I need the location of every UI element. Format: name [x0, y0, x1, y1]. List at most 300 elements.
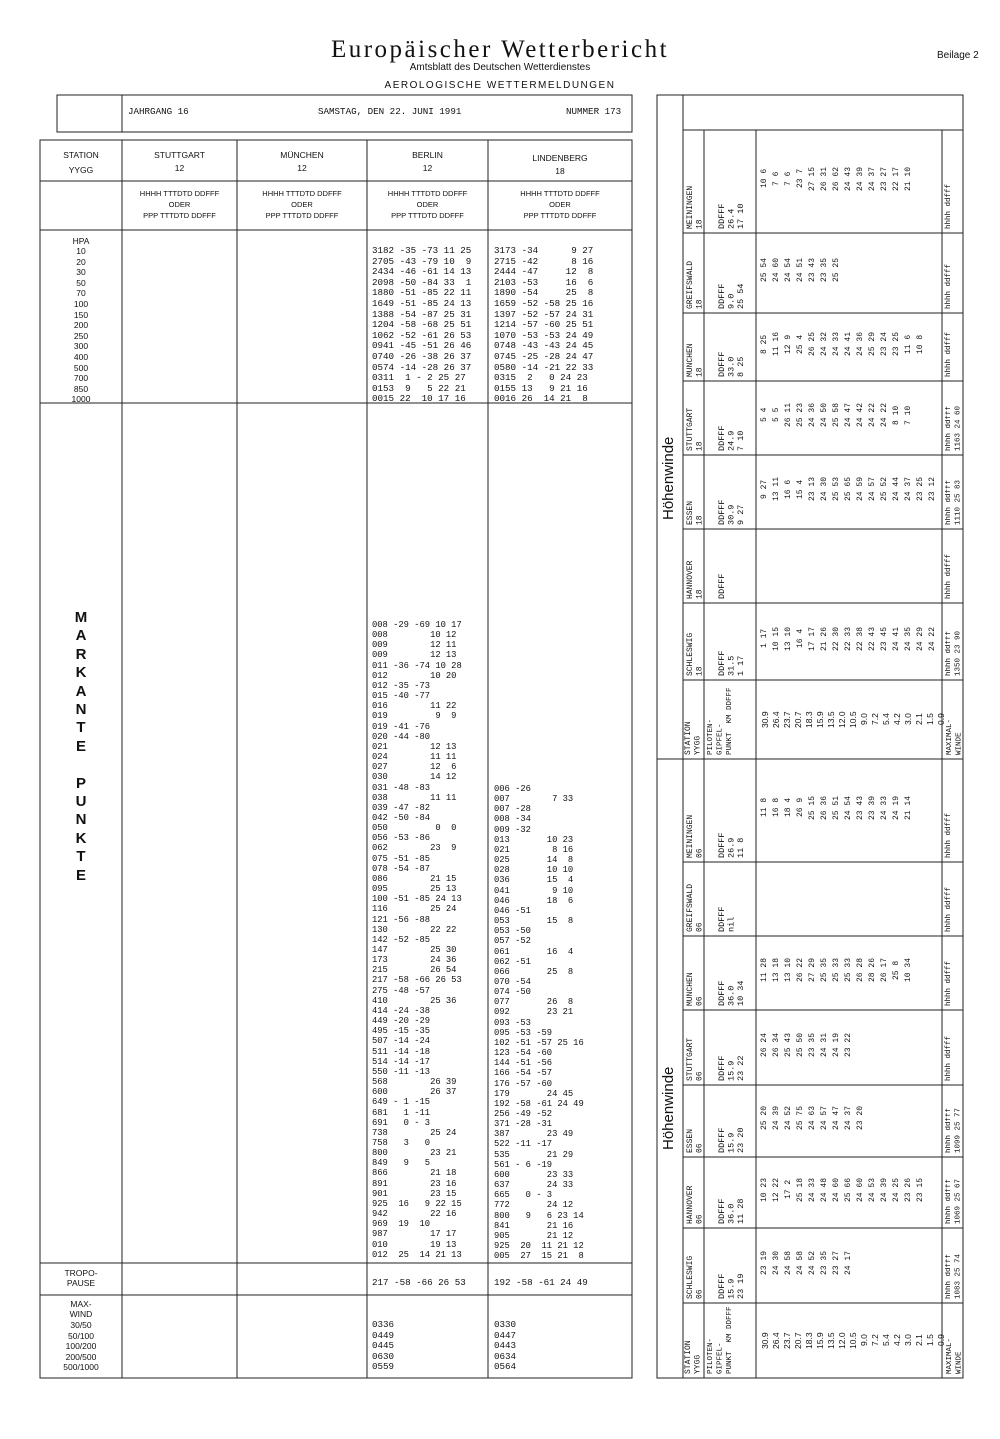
max-wind: hhhh ddfff: [945, 183, 953, 229]
station-name: MEININGEN 06: [686, 814, 705, 858]
wind-pair: 26 34: [772, 1032, 781, 1057]
berlin-standard-levels: 3182 -35 -73 11 25 2705 -43 -79 10 9 2434 -46 -61 14 13 2098 -50 -84 33 1 1880 -51 -85 22 11 1649 -51 -85 24 13 1388 -54 -87 25 31 1204 -58 -68 25 51 1062 -52 -61 26 53 0941 -45 -51 26 46 0740 -26 -38 26 37 0574 -14 -28 26 37 0311 1 - 2 25 27 0153 9 5 22 21 0015 22 10 17 16: [372, 245, 472, 405]
markante-letter: T: [76, 719, 86, 737]
km-value: 20.7: [793, 1332, 803, 1349]
wind-pair: 24 36: [808, 403, 817, 428]
wind-pair: 26 17: [880, 958, 889, 983]
pressure-level: 100: [73, 298, 89, 309]
wind-pair: 25 18: [796, 1177, 805, 1202]
berlin-layers: 0336 0449 0445 0630 0559: [372, 1319, 395, 1373]
layer-label: 500/1000: [63, 1362, 99, 1373]
km-value: 13.5: [826, 711, 836, 728]
station-name: GREIFSWALD 06: [686, 883, 705, 932]
km-value: 12.0: [837, 711, 847, 728]
km-value: 2.1: [914, 1334, 924, 1347]
tropopause-label: TROPO- PAUSE: [64, 1268, 98, 1288]
wind-pair: 26 9: [796, 797, 805, 818]
wind-pair: 23 15: [916, 1177, 925, 1202]
wind-pair: 8 10: [892, 405, 901, 425]
hoehenwinde-label: Höhenwinde: [660, 1066, 677, 1150]
pressure-levels: [40, 246, 122, 405]
wind-pair: 26 22: [796, 958, 805, 983]
wind-pairs: [760, 940, 940, 1006]
km-value: 5.4: [881, 713, 891, 726]
wind-pair: 13 10: [784, 958, 793, 983]
km-value: 1.5: [925, 713, 935, 726]
wind-pair: 24 63: [808, 1106, 817, 1131]
markante-letter: T: [76, 848, 86, 866]
wind-pair: 23 7: [796, 168, 805, 189]
wind-pair: 10 23: [760, 1177, 769, 1202]
markante-letter: M: [74, 609, 88, 626]
wind-pair: 24 22: [928, 626, 937, 651]
station-top-wind: DDFFF 36.0 10 34: [717, 980, 746, 1006]
piloten-label: PILOTEN- GIPFEL- PUNKT KM DDFFF: [707, 687, 734, 755]
wind-pairs: [760, 385, 940, 451]
wind-pair: 24 54: [784, 258, 793, 283]
station-hour: 12: [297, 163, 307, 173]
km-value: 26.4: [771, 711, 781, 728]
wind-pair: 24 60: [856, 1177, 865, 1202]
wind-pair: 12 9: [784, 334, 793, 354]
wind-pair: 25 50: [796, 1032, 805, 1057]
layer-labels: [40, 1320, 122, 1373]
wind-pair: 24 48: [820, 1177, 829, 1202]
wind-pair: 24 31: [820, 1032, 829, 1057]
km-value: 26.4: [771, 1332, 781, 1349]
wind-pair: 7 6: [784, 171, 793, 186]
wind-pair: 11 16: [772, 332, 781, 357]
station-name: GREIFSWALD 18: [686, 260, 705, 309]
wind-pair: 21 26: [820, 626, 829, 651]
wind-pair: 22 43: [868, 626, 877, 651]
wind-pair: 24 58: [784, 1250, 793, 1275]
station-top-wind: DDFFF 15.9 23 22: [717, 1055, 746, 1081]
wind-pair: 25 58: [832, 403, 841, 428]
wind-pair: 25 35: [820, 958, 829, 983]
km-value: 9.0: [859, 1334, 869, 1347]
station-name: MÜNCHEN 06: [686, 972, 705, 1006]
station-hour: 12: [422, 163, 433, 173]
wind-pair: 24 33: [880, 795, 889, 820]
wind-pair: 24 19: [832, 1032, 841, 1057]
wind-pair: 17 2: [784, 1179, 793, 1200]
max-wind: hhhh ddfff: [945, 263, 953, 309]
wind-pair: 23 25: [892, 332, 901, 357]
wind-pair: 25 33: [832, 958, 841, 983]
wind-pair: 25 75: [796, 1106, 805, 1131]
max-wind: hhhh ddfff 1110 25 83: [945, 479, 963, 525]
wind-pair: 24 30: [772, 1250, 781, 1275]
max-wind: hhhh ddfff: [945, 331, 953, 377]
station-name: ESSEN 18: [686, 500, 705, 525]
wind-pairs: [760, 763, 940, 858]
wind-pair: 8 25: [760, 334, 769, 354]
max-wind: hhhh ddfff: [945, 886, 953, 932]
wind-pair: 23 13: [808, 477, 817, 502]
wind-pair: 23 35: [820, 1250, 829, 1275]
wind-pair: 24 33: [808, 1177, 817, 1202]
wind-pair: 24 19: [892, 795, 901, 820]
wind-pair: 24 41: [892, 626, 901, 651]
wind-pair: 26 31: [820, 166, 829, 191]
wind-pair: 23 26: [904, 1177, 913, 1202]
station-yygg-label: STATION YYGG: [684, 1340, 703, 1374]
wind-pair: 25 20: [760, 1106, 769, 1131]
markante-letter: N: [75, 811, 87, 829]
pressure-level: 500: [73, 362, 89, 373]
wind-pair: 25 4: [796, 334, 805, 354]
wind-pair: 24 30: [820, 477, 829, 502]
issue-date: SAMSTAG, DEN 22. JUNI 1991: [318, 106, 462, 117]
wind-pairs: [760, 1089, 940, 1153]
station-name: SCHLESWIG 06: [686, 1255, 705, 1299]
station-name: LINDENBERG: [532, 153, 588, 163]
wind-pair: 22 17: [892, 166, 901, 191]
station-name: STUTTGART: [154, 150, 205, 160]
wind-pair: 24 39: [880, 1177, 889, 1202]
piloten-label: PILOTEN- GIPFEL- PUNKT KM DDFFF: [707, 1306, 734, 1374]
wind-pair: 24 29: [916, 626, 925, 651]
pressure-level: 30: [76, 267, 86, 278]
km-value: 23.7: [782, 711, 792, 728]
station-top-wind: DDFFF 31.5 1 17: [717, 650, 746, 676]
wind-pair: 21 10: [904, 166, 913, 191]
km-value: 4.2: [892, 1334, 902, 1347]
wind-pair: 25 15: [808, 795, 817, 820]
jahrgang: JAHRGANG 16: [128, 106, 189, 117]
wind-pair: 24 33: [832, 332, 841, 357]
yygg-label: YYGG: [68, 165, 94, 175]
km-value: 5.4: [881, 1334, 891, 1347]
wind-pair: 24 57: [868, 477, 877, 502]
km-value: 3.0: [903, 1334, 913, 1347]
wind-pair: 13 18: [772, 958, 781, 983]
wind-pair: 26 24: [760, 1032, 769, 1057]
wind-pair: 24 50: [820, 403, 829, 428]
wind-pair: 24 36: [856, 332, 865, 357]
station-hour: 12: [174, 163, 185, 173]
wind-pair: 24 47: [832, 1106, 841, 1131]
markante-letter: E: [75, 866, 86, 884]
station-name: SCHLESWIG 18: [686, 632, 705, 676]
wind-pair: 23 24: [880, 332, 889, 357]
wind-pairs: [760, 607, 940, 676]
max-wind: hhhh ddfff: [945, 553, 953, 599]
wind-pair: 23 27: [880, 166, 889, 191]
wind-pair: 11 6: [904, 334, 913, 354]
wind-pair: 24 39: [772, 1106, 781, 1131]
wind-pair: 25 66: [844, 1177, 853, 1202]
col-head-bot: PPP TTTDTD DDFFF: [391, 211, 464, 220]
station-top-wind: DDFFF 26.4 17 10: [717, 203, 746, 229]
wind-pair: 24 41: [844, 332, 853, 357]
pressure-level: 70: [76, 288, 86, 299]
wind-pair: 16 4: [796, 628, 805, 649]
col-head-top: HHHH TTTDTD DDFFF: [262, 189, 342, 198]
issue-number: NUMMER 173: [566, 106, 622, 117]
wind-pair: 24 53: [868, 1177, 877, 1202]
km-value: 18.3: [804, 1332, 814, 1349]
markante-letter: A: [75, 682, 87, 700]
wind-pair: 23 45: [880, 626, 889, 651]
wind-pair: 13 10: [784, 626, 793, 651]
wind-pair: 25 25: [832, 258, 841, 283]
wind-pair: 12 22: [772, 1177, 781, 1202]
wind-pair: 25 29: [868, 332, 877, 357]
wind-pair: 10 15: [772, 626, 781, 651]
wind-pair: 24 39: [856, 166, 865, 191]
station-name: HANNOVER 06: [686, 1185, 705, 1224]
report-title: Europäischer Wetterbericht: [330, 36, 670, 63]
station-top-wind: DDFFF 26.9 11 8: [717, 832, 746, 858]
layer-label: 200/500: [65, 1351, 97, 1362]
wind-pair: 24 22: [880, 403, 889, 428]
wind-pair: 26 28: [856, 958, 865, 983]
wind-pair: 1 17: [760, 628, 769, 649]
wind-pair: 23 43: [808, 258, 817, 283]
maximal-winde-label: MAXIMAL- WINDE: [946, 1337, 964, 1374]
markante-letter: K: [75, 829, 87, 847]
wind-pair: 25 65: [844, 477, 853, 502]
markante-letter: R: [75, 645, 87, 663]
col-head-bot: PPP TTTDTD DDFFF: [265, 211, 339, 220]
col-head-mid: ODER: [549, 200, 571, 209]
max-wind: hhhh ddfff: [945, 960, 953, 1006]
wind-pair: 26 25: [808, 332, 817, 357]
col-head-bot: PPP TTTDTD DDFFF: [523, 211, 597, 220]
station-top-wind: DDFFF: [717, 573, 727, 599]
wind-pair: 24 25: [892, 1177, 901, 1202]
wind-pair: 24 22: [868, 403, 877, 428]
wind-pair: 26 62: [832, 166, 841, 191]
pressure-level: 50: [76, 277, 86, 288]
wind-pair: 23 25: [916, 477, 925, 502]
km-value: 15.9: [815, 1332, 825, 1349]
report-subtitle: Amtsblatt des Deutschen Wetterdienstes: [409, 62, 591, 73]
wind-pair: 23 35: [820, 258, 829, 283]
wind-pair: 24 37: [844, 1106, 853, 1131]
wind-pair: 24 43: [844, 166, 853, 191]
station-name: MEININGEN 18: [686, 185, 705, 229]
col-head-top: HHHH TTTDTD DDFFF: [520, 189, 600, 198]
wind-pair: 24 54: [844, 795, 853, 820]
km-value: 23.7: [782, 1332, 792, 1349]
station-name: ESSEN 06: [686, 1128, 705, 1153]
wind-pair: 24 37: [904, 477, 913, 502]
km-value: 7.2: [870, 1334, 880, 1347]
station-hour: 18: [555, 166, 565, 176]
hoehenwinde-label: Höhenwinde: [660, 436, 677, 520]
wind-pair: 22 33: [844, 626, 853, 651]
lindenberg-layers: 0330 0447 0443 0634 0564: [494, 1319, 517, 1373]
wind-pair: 7 10: [904, 405, 913, 425]
wind-pair: 24 17: [844, 1250, 853, 1275]
wind-pair: 24 58: [796, 1250, 805, 1275]
km-values: [760, 1309, 946, 1372]
km-value: 12.0: [837, 1332, 847, 1349]
km-value: 30.9: [760, 1332, 770, 1349]
wind-pair: 28 26: [868, 958, 877, 983]
lindenberg-standard-levels: 3173 -34 9 27 2715 -42 8 16 2444 -47 12 8 2103 -53 16 6 1890 -54 25 8 1659 -52 -58 25 16 1397 -52 -57 24 31 1214 -57 -60 25 51 1070 -53 -53 24 49 0748 -43 -43 24 45 0745 -25 -28 24 47 0580 -14 -21 22 33 0315 2 0 24 23 0155 13 9 21 16 0016 26 14 21 8: [494, 245, 594, 405]
km-value: 4.2: [892, 713, 902, 726]
markante-letter: K: [75, 664, 87, 682]
wind-pair: 16 8: [772, 797, 781, 818]
wind-pair: 11 28: [760, 958, 769, 983]
wind-pair: 25 52: [880, 477, 889, 502]
wind-pair: 23 22: [844, 1032, 853, 1057]
wind-pair: 24 35: [904, 626, 913, 651]
col-head-top: HHHH TTTDTD DDFFF: [139, 189, 220, 198]
max-wind: hhhh ddfff 1099 25 77: [945, 1107, 963, 1153]
station-name: MÜNCHEN: [280, 150, 324, 160]
max-wind: hhhh ddfff 1350 23 90: [945, 630, 963, 676]
wind-pair: 23 39: [868, 795, 877, 820]
markante-letter: A: [75, 627, 87, 645]
wind-pair: 24 44: [892, 477, 901, 502]
wind-pair: 25 8: [892, 960, 901, 980]
wind-pair: 22 30: [832, 626, 841, 651]
km-value: 3.0: [903, 713, 913, 726]
wind-pair: 24 37: [868, 166, 877, 191]
pressure-level: 150: [73, 309, 89, 320]
station-top-wind: DDFFF 36.0 11 28: [717, 1198, 746, 1224]
wind-pair: 23 20: [856, 1106, 865, 1131]
pressure-level: 400: [73, 351, 89, 362]
station-top-wind: DDFFF 24.9 7 10: [717, 425, 746, 451]
wind-pair: 25 43: [784, 1032, 793, 1057]
wind-pair: 25 33: [844, 958, 853, 983]
station-yygg-label: STATION YYGG: [684, 721, 703, 755]
km-value: 18.3: [804, 711, 814, 728]
markante-letter: E: [75, 737, 86, 755]
wind-pair: 16 6: [784, 479, 793, 499]
station-name: STUTTGART 06: [686, 1037, 705, 1081]
pressure-level: 10: [76, 246, 86, 256]
layer-label: 30/50: [70, 1320, 92, 1330]
km-value: 0.9: [936, 713, 946, 726]
wind-pair: 13 11: [772, 477, 781, 502]
wind-pair: 5 4: [760, 407, 769, 423]
wind-pairs: [760, 1161, 940, 1224]
wind-pair: 24 60: [772, 258, 781, 283]
wind-pair: 24 59: [856, 477, 865, 502]
wind-pair: 27 29: [808, 958, 817, 983]
pressure-level: 20: [76, 256, 86, 267]
station-top-wind: DDFFF 15.9 23 20: [717, 1127, 746, 1153]
km-value: 10.5: [848, 1332, 858, 1349]
markante-punkte-label: [40, 609, 122, 885]
markante-letter: N: [75, 701, 87, 719]
station-top-wind: DDFFF nil: [717, 906, 737, 932]
pressure-level: 700: [73, 373, 89, 384]
supplement-label: Beilage 2: [937, 50, 979, 61]
station-top-wind: DDFFF 15.9 23 19: [717, 1273, 746, 1299]
wind-pair: 24 60: [832, 1177, 841, 1202]
hpa-label: HPA: [72, 236, 90, 246]
wind-pair: 24 52: [808, 1250, 817, 1275]
wind-pair: 18 4: [784, 797, 793, 818]
pressure-level: 850: [73, 383, 89, 394]
wind-pairs: [760, 237, 940, 309]
wind-pair: 26 11: [784, 403, 793, 428]
wind-pairs: [760, 459, 940, 525]
wind-pair: 24 47: [844, 403, 853, 428]
col-head-mid: ODER: [416, 200, 439, 209]
wind-pair: 7 6: [772, 171, 781, 186]
wind-pair: 27 15: [808, 166, 817, 191]
wind-pair: 15 4: [796, 479, 805, 499]
wind-pair: 23 43: [856, 795, 865, 820]
station-name: BERLIN: [412, 150, 443, 160]
station-top-wind: DDFFF 33.0 8 25: [717, 351, 746, 377]
pressure-level: 250: [73, 330, 89, 341]
wind-pair: 5 5: [772, 407, 781, 423]
wind-pair: 11 8: [760, 797, 769, 818]
max-wind: hhhh ddfff: [945, 1035, 953, 1081]
layer-label: 50/100: [68, 1330, 94, 1341]
km-values: [760, 686, 946, 753]
section-title: AEROLOGISCHE WETTERMELDUNGEN: [384, 80, 616, 91]
wind-pair: 25 53: [832, 477, 841, 502]
wind-pair: 23 12: [928, 477, 937, 502]
max-wind: hhhh ddfff: [945, 812, 953, 858]
station-top-wind: DDFFF 9.0 25 54: [717, 283, 746, 309]
wind-pair: 23 35: [808, 1032, 817, 1057]
wind-pair: 24 51: [796, 258, 805, 283]
km-value: 2.1: [914, 713, 924, 726]
max-wind: hhhh ddfff 1163 24 60: [945, 405, 963, 451]
berlin-significant-points: 008 -29 -69 10 17 008 10 12 009 12 11 009 12 13 011 -36 -74 10 28 012 10 20 012 -35 -73 015 -40 -77 016 11 22 019 9 9 019 -41 -76 020 -44 -80 021 12 13 024 11 11 027 12 6 030 14 12 031 -48 -83 038 11 11 039 -47 -82 042 -50 -84 050 0 0 056 -53 -86 062 23 9 075 -51 -85 078 -54 -87 086 21 15 095 25 13 100 -51 -85 24 13 116 25 24 121 -56 -88 130 22 22 142 -52 -85 147 25 30 173 24 36 215 26 54 217 -58 -66 26 53 275 -48 -57 410 25 36 414 -24 -38 449 -20 -29 495 -15 -35 507 -14 -24 511 -14 -18 514 -14 -17 550 -11 -13 568 26 39 600 26 37 649 - 1 -15 681 1 -11 691 0 - 3 738 25 24 758 3 0 800 23 21 849 9 5 866 21 18 891 23 16 901 23 15 925 16 9 22 15 942 22 16 969 19 10 987 17 17 010 19 13 012 25 14 21 13: [372, 620, 462, 1260]
max-wind: hhhh ddfff 1069 25 67: [945, 1178, 963, 1224]
wind-pair: 25 51: [832, 795, 841, 820]
wind-pair: 21 14: [904, 795, 913, 820]
km-value: 10.5: [848, 711, 858, 728]
wind-pairs: [760, 134, 940, 229]
wind-pair: 26 36: [820, 795, 829, 820]
station-name: STUTTGART 18: [686, 407, 705, 451]
maxwind-label: MAX- WIND: [69, 1299, 93, 1319]
wind-pair: 24 42: [856, 403, 865, 428]
wind-pairs: [760, 317, 940, 377]
wind-pairs: [760, 1014, 940, 1081]
col-head-top: HHHH TTTDTD DDFFF: [387, 189, 468, 198]
km-value: 20.7: [793, 711, 803, 728]
station-name: MÜNCHEN 18: [686, 343, 705, 377]
layer-label: 100/200: [65, 1341, 97, 1352]
km-value: 0.9: [936, 1334, 946, 1347]
wind-pair: 23 19: [760, 1250, 769, 1275]
pressure-level: 1000: [71, 394, 91, 405]
col-head-mid: ODER: [168, 200, 191, 209]
lindenberg-tropopause: 192 -58 -61 24 49: [494, 1277, 588, 1288]
station-top-wind: DDFFF 30.9 9 27: [717, 499, 746, 525]
pressure-level: 300: [73, 341, 89, 352]
wind-pair: 25 23: [796, 403, 805, 428]
wind-pair: 23 27: [832, 1250, 841, 1275]
km-value: 9.0: [859, 713, 869, 726]
markante-letter: U: [75, 793, 87, 811]
km-value: 15.9: [815, 711, 825, 728]
km-value: 7.2: [870, 713, 880, 726]
km-value: 1.5: [925, 1334, 935, 1347]
markante-letter: [40, 756, 122, 774]
col-head-bot: PPP TTTDTD DDFFF: [143, 211, 216, 220]
station-name: HANNOVER 18: [686, 560, 705, 599]
wind-pair: 24 57: [820, 1106, 829, 1131]
wind-pair: 9 27: [760, 479, 769, 499]
markante-letter: P: [75, 774, 86, 792]
